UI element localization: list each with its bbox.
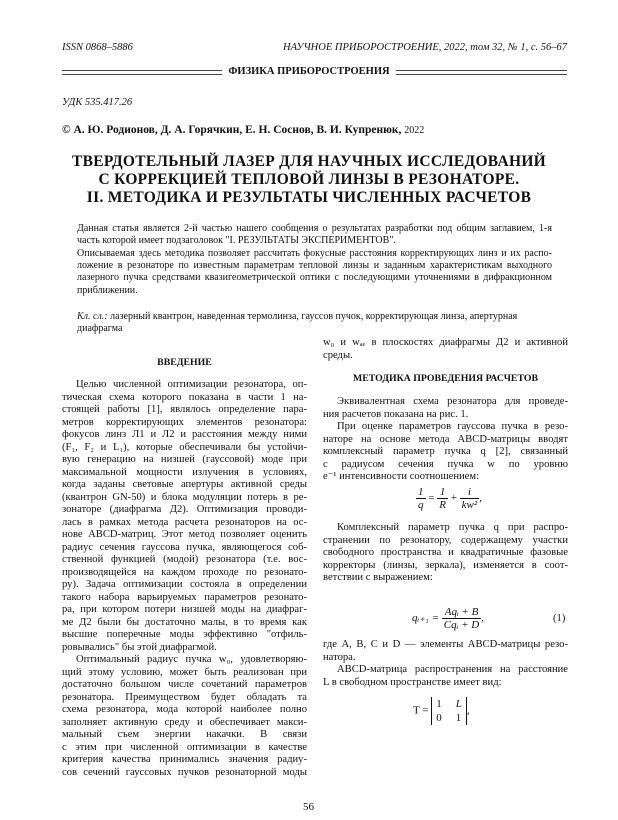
paragraph-line: ветствии с выражением: (323, 572, 433, 583)
journal-reference: НАУЧНОЕ ПРИБОРОСТРОЕНИЕ, 2022, том 32, № 1, с. 56–67 (283, 42, 567, 53)
formula-q (416, 486, 482, 511)
authors: © А. Ю. Родионов, Д. А. Горячкин, Е. Н. Соснов, В. И. Купренюк, (62, 124, 402, 136)
paragraph-line: нове ABCD-матриц. Этот метод позволяет оценить (62, 529, 307, 540)
heading-introduction: ВВЕДЕНИЕ (157, 357, 212, 368)
frac-num: i (460, 486, 480, 499)
paragraph-line: ме Д2 были бы достаточно малы, в то время как (62, 616, 307, 628)
formula-lhs: qᵢ₊₁ = (412, 612, 440, 625)
abstract-line: Данная статья является 2-й частью нашего сообщения о результатах разработки под общим заглавием, 1-я (77, 223, 552, 234)
abstract-line: Описываемая здесь методика позволяет рассчитать фокусные расстояния корректирующих линз и их распо- (77, 248, 552, 259)
keywords-line (77, 311, 552, 323)
matrix-cell: 0 (436, 712, 442, 724)
frac-num: Aqᵢ + B (442, 606, 481, 619)
frac-den: q (418, 499, 424, 511)
matrix (431, 697, 467, 725)
paragraph-line: ственной функцией (модой) резонатора (т.е. вос- (62, 554, 307, 565)
keywords-text: лазерный квантрон, наведенная термолинза, гауссов пучок, корректирующая линза, апертурная (107, 311, 518, 322)
paragraph-line: ра, при котором потери низшей моды на диафраг- (62, 604, 307, 615)
matrix-cell: L (455, 698, 462, 710)
paragraph-line: с радиусом сечения пучка w по уровню (323, 458, 568, 470)
matrix-lhs: T = (413, 704, 429, 717)
matrix-formula (413, 697, 470, 725)
paragraph-line: радиус сечения гауссова пучка, являющегося соб- (62, 541, 307, 553)
paragraph-line: странении по резонатору, содержащему участки (323, 534, 568, 546)
copyright-year: 2022 (404, 125, 425, 136)
paragraph-line: w₀ и wₐₑ в плоскостях диафрагмы Д2 и активной (323, 337, 568, 348)
paragraph-line: вую генерацию на низшей (гауссовой) моде при (62, 454, 307, 465)
page-number: 56 (303, 801, 314, 813)
frac-den: kw² (461, 499, 478, 511)
paragraph-line: фокусов линз Л1 и Л2 и расстояния между ними (62, 429, 307, 440)
keywords-label: Кл. сл.: (77, 311, 108, 322)
paragraph-line: наторе на основе метода ABCD-матрицы вводят (323, 433, 568, 445)
udk: УДК 535.417.26 (62, 97, 133, 108)
paragraph-line: тическая схема которого показана в части 1 на- (62, 391, 307, 403)
paragraph-line: заполняет активную среду и обеспечивает макси- (62, 716, 307, 728)
paragraph-line: среды. (323, 350, 353, 361)
paragraph-line: лась в рамках метода расчета резонаторов на ос- (62, 516, 307, 528)
section-title: ФИЗИКА ПРИБОРОСТРОЕНИЯ (228, 66, 390, 77)
paragraph-line: максимальной мощности излучения в условиях, (62, 466, 307, 478)
issn: ISSN 0868–5886 (62, 42, 133, 53)
paragraph-line: ровывались" бы этой диафрагмой. (62, 641, 217, 653)
abstract-line: часть которой имеет подзаголовок "I. РЕЗУЛЬТАТЫ ЭКСПЕРИМЕНТОВ". (77, 235, 396, 246)
paragraph-line: Целью численной оптимизации резонатора, оп- (76, 379, 307, 390)
paragraph-line: (квантрон GN-50) и блока модуляции потерь в ре- (62, 491, 307, 503)
paragraph-line: мальный съем энергии накачки. В связи (62, 729, 307, 740)
paragraph-line: комплексный параметр пучка q [2], связанный (323, 446, 568, 457)
plus: + (450, 492, 457, 505)
title-line-1: ТВЕРДОТЕЛЬНЫЙ ЛАЗЕР ДЛЯ НАУЧНЫХ ИССЛЕДОВАНИЙ (71, 153, 547, 170)
abstract-line: ложение в резонаторе по известным параметрам тепловой линзы и заданным характеристикам выходного (77, 260, 552, 271)
comma: , (479, 492, 482, 505)
paragraph-line: ру). Задача оптимизации состояла в определении (62, 579, 307, 590)
frac-num: 1 (437, 486, 448, 499)
title-line-2: С КОРРЕКЦИЕЙ ТЕПЛОВОЙ ЛИНЗЫ В РЕЗОНАТОРЕ. (98, 171, 520, 188)
abstract-line: приближении. (77, 285, 138, 296)
paragraph-line: сов сечений гауссовых пучков резонаторной моды (62, 766, 307, 778)
matrix-cell: 1 (436, 698, 442, 710)
paragraph-line: высшие поперечные моды эффективно "отфиль- (62, 629, 307, 640)
paragraph-line: критерия качества принимались значения радиу- (62, 754, 307, 765)
paragraph-line: когда заданы световые апертуры активной среды (62, 479, 307, 490)
paragraph-line: (F₁, F₂ и L₁), которые обеспечивали бы устойчи- (62, 441, 307, 453)
paragraph-line: достаточно большом числе сочетаний параметров (62, 679, 307, 690)
keywords-line: диафрагма (77, 323, 123, 334)
paragraph-line: стоящей работы [1], являлось определение пара- (62, 404, 307, 415)
paragraph-line: метров корректирующих элементов резонатора: (62, 416, 307, 428)
paragraph-line: ния расчетов показана на рис. 1. (323, 408, 469, 420)
paragraph-line: При оценке параметров гауссова пучка в резо- (337, 421, 568, 432)
comma: , (466, 704, 470, 717)
paragraph-line: Эквивалентная схема резонатора для проведе- (337, 396, 568, 407)
paragraph-line: e⁻¹ интенсивности соотношением: (323, 471, 480, 482)
paragraph-line: производящейся на каждом проходе по резонато- (62, 566, 307, 578)
paragraph-line: щий этому условию, может быть реализован при (62, 666, 307, 678)
authors-line (62, 124, 424, 136)
formula-1 (412, 606, 484, 631)
section-rule-right (396, 70, 567, 75)
paragraph-line: с этим при численной оптимизации в качестве (62, 741, 307, 753)
comma: , (481, 612, 484, 625)
equation-number: (1) (553, 613, 566, 624)
frac-num: 1 (418, 486, 424, 498)
paragraph-line: корректоры (линзы, зеркала), изменяется в соот- (323, 559, 568, 571)
heading-methods: МЕТОДИКА ПРОВЕДЕНИЯ РАСЧЕТОВ (352, 373, 539, 384)
paragraph-line: схема резонатора, мода которой наиболее полно (62, 704, 307, 715)
paragraph-line: Оптимальный радиус пучка w₀, удовлетворяю- (76, 654, 307, 665)
frac-den: Cqᵢ + D (443, 619, 480, 631)
paragraph-line: где A, B, C и D — элементы ABCD-матрицы резо- (323, 639, 568, 650)
paragraph-line: резонатора. Преимуществом будет обладать та (62, 691, 307, 703)
frac-den: R (439, 499, 446, 511)
paragraph-line: L в свободном пространстве имеет вид: (323, 676, 502, 688)
paragraph-line: ABCD-матрица распространения на расстояние (337, 664, 568, 675)
paragraph-line: зонаторе (диафрагма Д2). Оптимизация проводи- (62, 504, 307, 515)
matrix-cell: 1 (455, 712, 462, 724)
paragraph-line: Комплексный параметр пучка q при распро- (337, 522, 568, 533)
title-line-3: II. МЕТОДИКА И РЕЗУЛЬТАТЫ ЧИСЛЕННЫХ РАСЧЕТОВ (86, 189, 532, 206)
paragraph-line: свободного пространства и квадратичные фазовые (323, 547, 568, 558)
equals: = (428, 492, 435, 505)
paragraph-line: натора. (323, 651, 356, 663)
abstract-line: лазерного пучка средствами квазигеометрической оптики с последующими уточнениями в дифракционном (77, 272, 552, 283)
paragraph-line: такого набора варьируемых параметров резонато- (62, 591, 307, 603)
